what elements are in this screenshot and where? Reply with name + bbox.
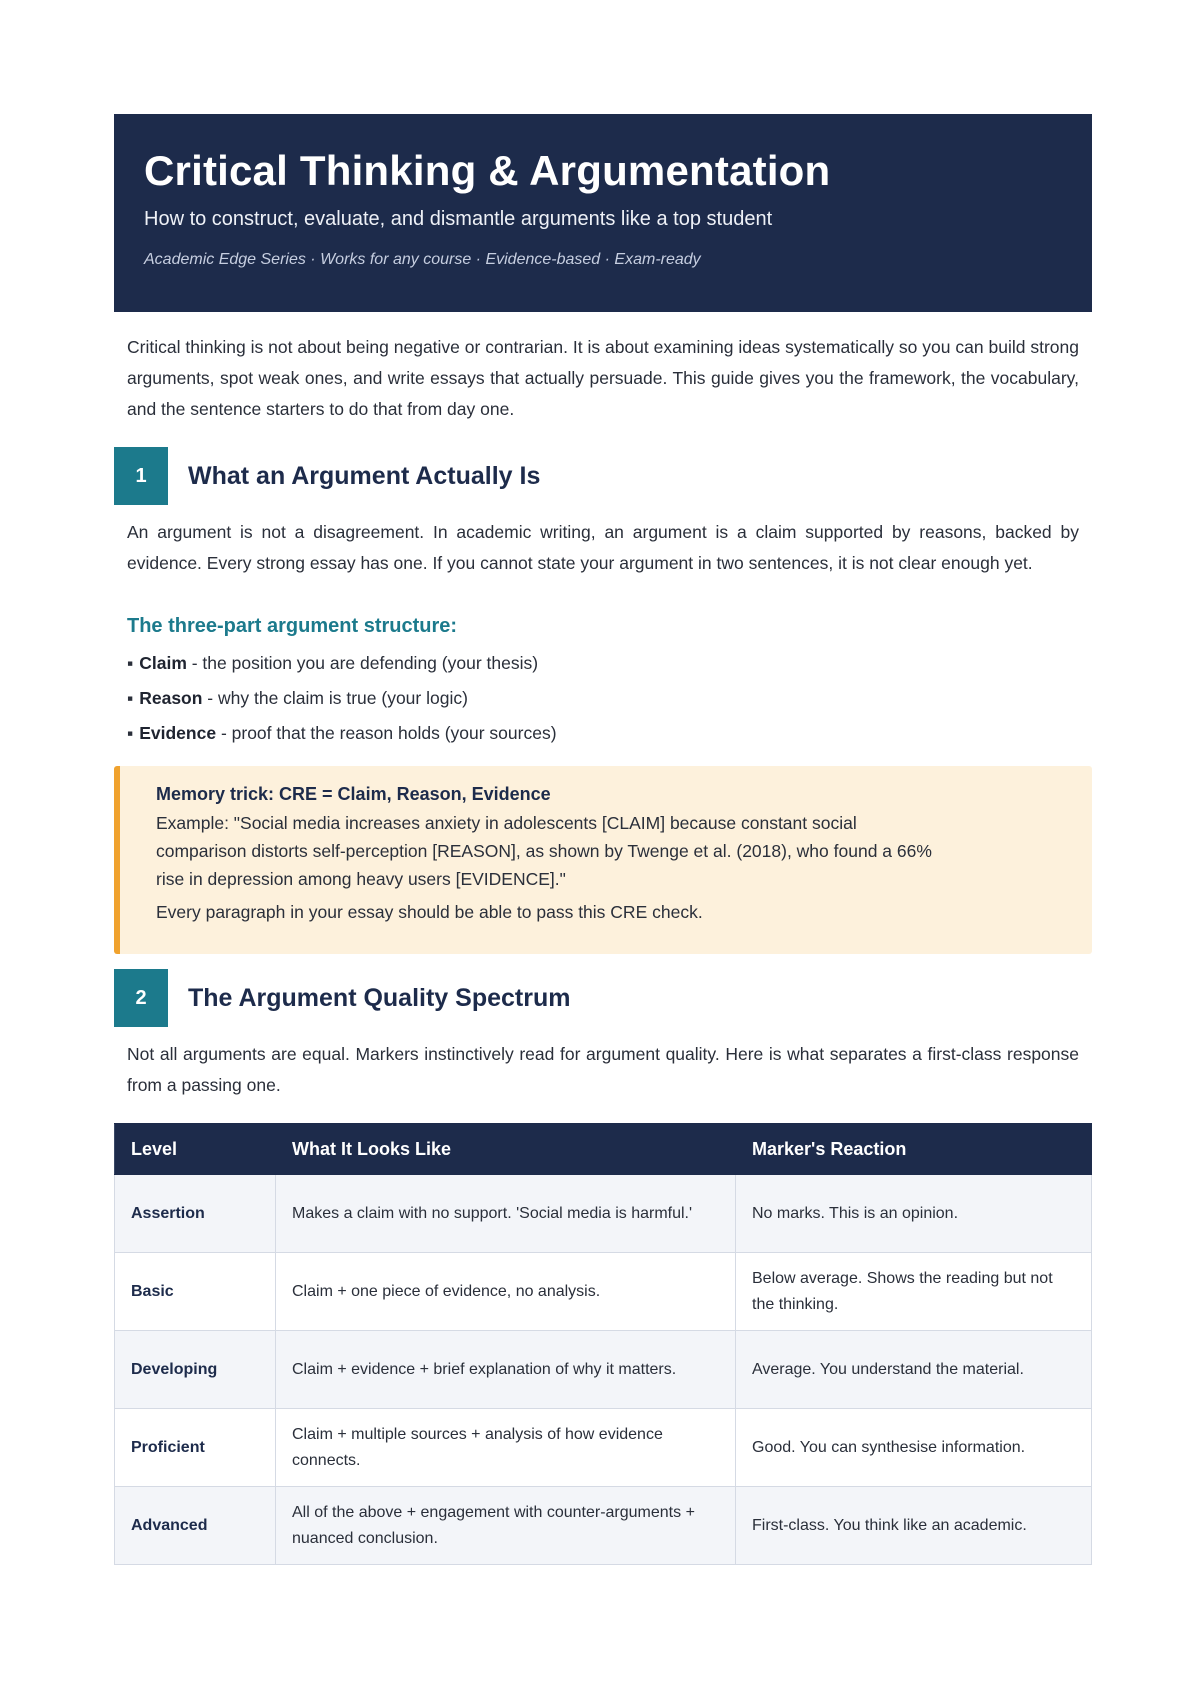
list-item-term: Reason	[139, 688, 203, 708]
reaction-cell: Good. You can synthesise information.	[736, 1409, 1092, 1487]
argument-structure-list	[127, 646, 1079, 751]
column-header-looks: What It Looks Like	[276, 1124, 736, 1175]
argument-structure-subheading: The three-part argument structure:	[127, 615, 458, 637]
callout-example-line: comparison distorts self-perception [REASON], as shown by Twenge et al. (2018), who found a 66%	[156, 841, 932, 861]
list-item-term: Claim	[139, 653, 187, 673]
callout-example-line: Example: "Social media increases anxiety in adolescents [CLAIM] because constant social	[156, 813, 857, 833]
section-2-heading	[114, 969, 1092, 1027]
section-2-paragraph: Not all arguments are equal. Markers instinctively read for argument quality. Here is what separates a first-class response from a passing one.	[127, 1044, 1079, 1095]
section-title: The Argument Quality Spectrum	[188, 983, 571, 1012]
title-banner	[114, 114, 1092, 312]
table-header-row	[115, 1124, 1092, 1175]
looks-cell: Claim + multiple sources + analysis of how evidence connects.	[276, 1409, 736, 1487]
level-cell: Basic	[115, 1253, 276, 1331]
bullet-icon: ▪	[127, 723, 134, 743]
column-header-level: Level	[115, 1124, 276, 1175]
argument-quality-table	[114, 1123, 1092, 1565]
page-subtitle: How to construct, evaluate, and dismantle arguments like a top student	[144, 208, 773, 231]
list-item-desc: - the position you are defending (your thesis)	[186, 653, 539, 673]
section-title: What an Argument Actually Is	[188, 461, 541, 490]
table-row	[115, 1253, 1092, 1331]
looks-cell: Claim + one piece of evidence, no analysis.	[276, 1253, 736, 1331]
list-item-term: Evidence	[139, 723, 217, 743]
memory-trick-callout	[114, 766, 1092, 954]
table-row	[115, 1175, 1092, 1253]
reaction-cell: No marks. This is an opinion.	[736, 1175, 1092, 1253]
level-cell: Proficient	[115, 1409, 276, 1487]
table-row	[115, 1409, 1092, 1487]
list-item	[127, 681, 1079, 716]
document-page	[114, 114, 1092, 1565]
section-1-paragraph: An argument is not a disagreement. In academic writing, an argument is a claim supported by reasons, backed by evidence. Every strong essay has one. If you cannot state your argument in two sentences, it is not clear enough yet.	[127, 522, 1079, 573]
callout-closing: Every paragraph in your essay should be able to pass this CRE check.	[156, 902, 703, 922]
level-cell: Assertion	[115, 1175, 276, 1253]
section-number-badge: 1	[114, 447, 168, 505]
bullet-icon: ▪	[127, 688, 134, 708]
looks-cell: Claim + evidence + brief explanation of why it matters.	[276, 1331, 736, 1409]
callout-example-line: rise in depression among heavy users [EVIDENCE]."	[156, 869, 566, 889]
list-item	[127, 646, 1079, 681]
level-cell: Advanced	[115, 1487, 276, 1565]
reaction-cell: First-class. You think like an academic.	[736, 1487, 1092, 1565]
section-number-badge: 2	[114, 969, 168, 1027]
page-title: Critical Thinking & Argumentation	[144, 147, 831, 194]
looks-cell: Makes a claim with no support. 'Social media is harmful.'	[276, 1175, 736, 1253]
section-1-heading	[114, 447, 1092, 505]
callout-title: Memory trick: CRE = Claim, Reason, Evidence	[156, 784, 551, 804]
list-item-desc: - why the claim is true (your logic)	[202, 688, 468, 708]
intro-paragraph: Critical thinking is not about being negative or contrarian. It is about examining ideas systematically so you can build strong arguments, spot weak ones, and write essays that actually persuade. This guide gives you the framework, the vocabulary, and the sentence starters to do that from day one.	[127, 337, 1079, 419]
reaction-cell: Below average. Shows the reading but not the thinking.	[736, 1253, 1092, 1331]
list-item-desc: - proof that the reason holds (your sources)	[216, 723, 557, 743]
table-row	[115, 1487, 1092, 1565]
column-header-reaction: Marker's Reaction	[736, 1124, 1092, 1175]
looks-cell: All of the above + engagement with counter-arguments + nuanced conclusion.	[276, 1487, 736, 1565]
series-meta: Academic Edge Series · Works for any course · Evidence-based · Exam-ready	[144, 251, 701, 269]
reaction-cell: Average. You understand the material.	[736, 1331, 1092, 1409]
table-row	[115, 1331, 1092, 1409]
level-cell: Developing	[115, 1331, 276, 1409]
list-item	[127, 716, 1079, 751]
bullet-icon: ▪	[127, 653, 134, 673]
